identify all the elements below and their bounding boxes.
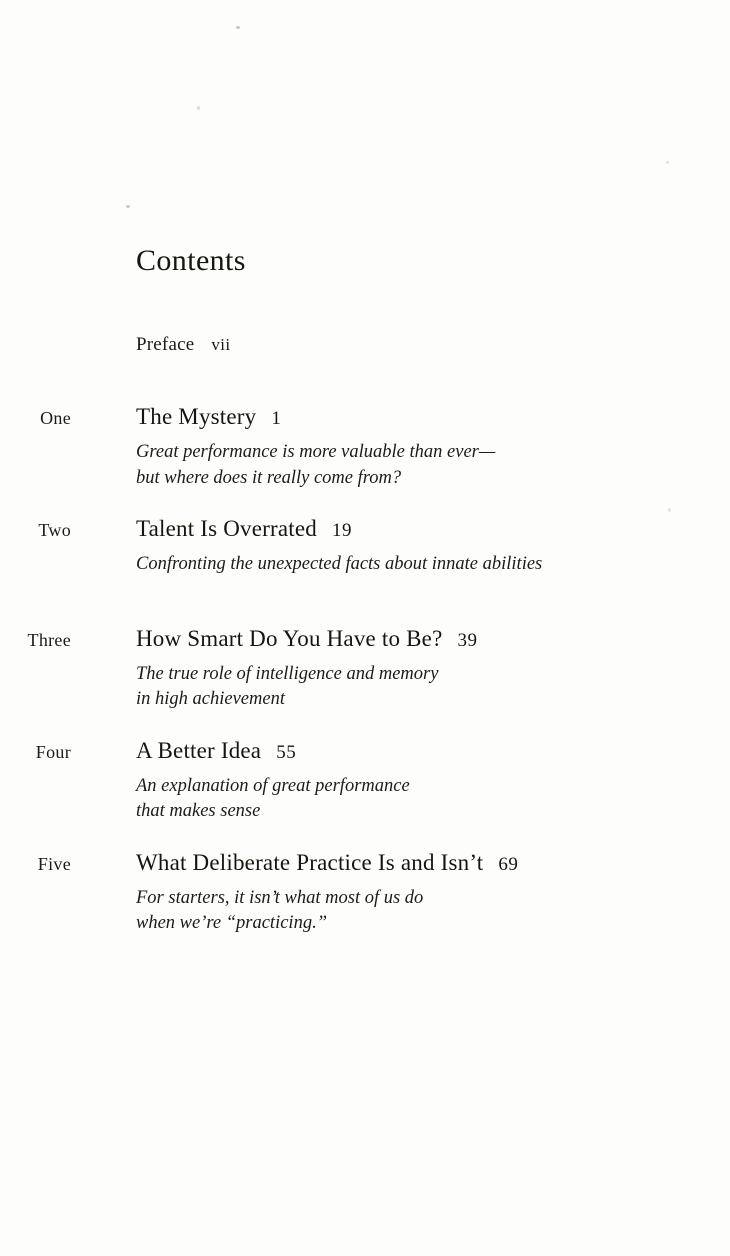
chapter-page-number: 69 xyxy=(498,853,519,875)
toc-entry xyxy=(0,738,730,825)
chapter-page-number: 1 xyxy=(271,408,282,429)
chapter-subtitle-line: that makes sense xyxy=(136,801,261,822)
chapter-number: Two xyxy=(38,520,71,541)
chapter-title: How Smart Do You Have to Be? xyxy=(136,625,443,651)
toc-entry xyxy=(0,626,730,713)
chapter-title-row xyxy=(136,516,352,542)
scan-artifact-speck xyxy=(666,161,669,164)
chapter-number: Four xyxy=(35,741,71,762)
chapter-title: A Better Idea xyxy=(136,737,262,763)
chapter-subtitle-line: For starters, it isn’t what most of us do xyxy=(136,887,424,908)
chapter-subtitle-line: in high achievement xyxy=(136,689,285,710)
front-matter-label: Preface xyxy=(136,334,195,355)
chapter-title-row xyxy=(136,404,281,430)
chapter-title: Talent Is Overrated xyxy=(136,516,317,542)
chapter-subtitle-line: An explanation of great performance xyxy=(136,775,410,796)
chapter-subtitle xyxy=(136,662,676,713)
chapter-title-row xyxy=(136,738,296,764)
chapter-page-number: 55 xyxy=(276,741,297,763)
chapter-title: What Deliberate Practice Is and Isn’t xyxy=(136,849,484,875)
chapter-subtitle-line: The true role of intelligence and memory xyxy=(136,663,439,684)
toc-entry xyxy=(0,404,730,491)
chapter-subtitle-line: but where does it really come from? xyxy=(136,467,402,488)
front-matter-entry-preface xyxy=(136,334,231,356)
toc-entry xyxy=(0,516,730,578)
chapter-number: One xyxy=(40,408,71,428)
page-title: Contents xyxy=(136,244,246,278)
scan-artifact-speck xyxy=(197,106,200,110)
chapter-subtitle xyxy=(136,774,676,825)
chapter-subtitle xyxy=(136,440,676,491)
toc-entry xyxy=(0,850,730,937)
chapter-subtitle-line: Great performance is more valuable than ever— xyxy=(136,442,496,462)
scan-artifact-speck xyxy=(126,205,130,208)
scan-artifact-speck xyxy=(236,26,240,29)
chapter-number: Three xyxy=(27,629,71,650)
table-of-contents xyxy=(0,404,730,960)
chapter-page-number: 19 xyxy=(332,520,352,542)
chapter-number: Five xyxy=(37,853,71,874)
chapter-title-row xyxy=(136,850,518,876)
chapter-subtitle-line: Confronting the unexpected facts about innate abilities xyxy=(136,554,543,575)
chapter-title: The Mystery xyxy=(136,404,257,429)
chapter-subtitle xyxy=(136,886,676,937)
front-matter-page-number: vii xyxy=(211,335,231,354)
chapter-title-row xyxy=(136,626,478,652)
chapter-subtitle-line: when we’re “practicing.” xyxy=(136,913,327,934)
chapter-page-number: 39 xyxy=(457,629,478,651)
chapter-subtitle xyxy=(136,552,676,578)
